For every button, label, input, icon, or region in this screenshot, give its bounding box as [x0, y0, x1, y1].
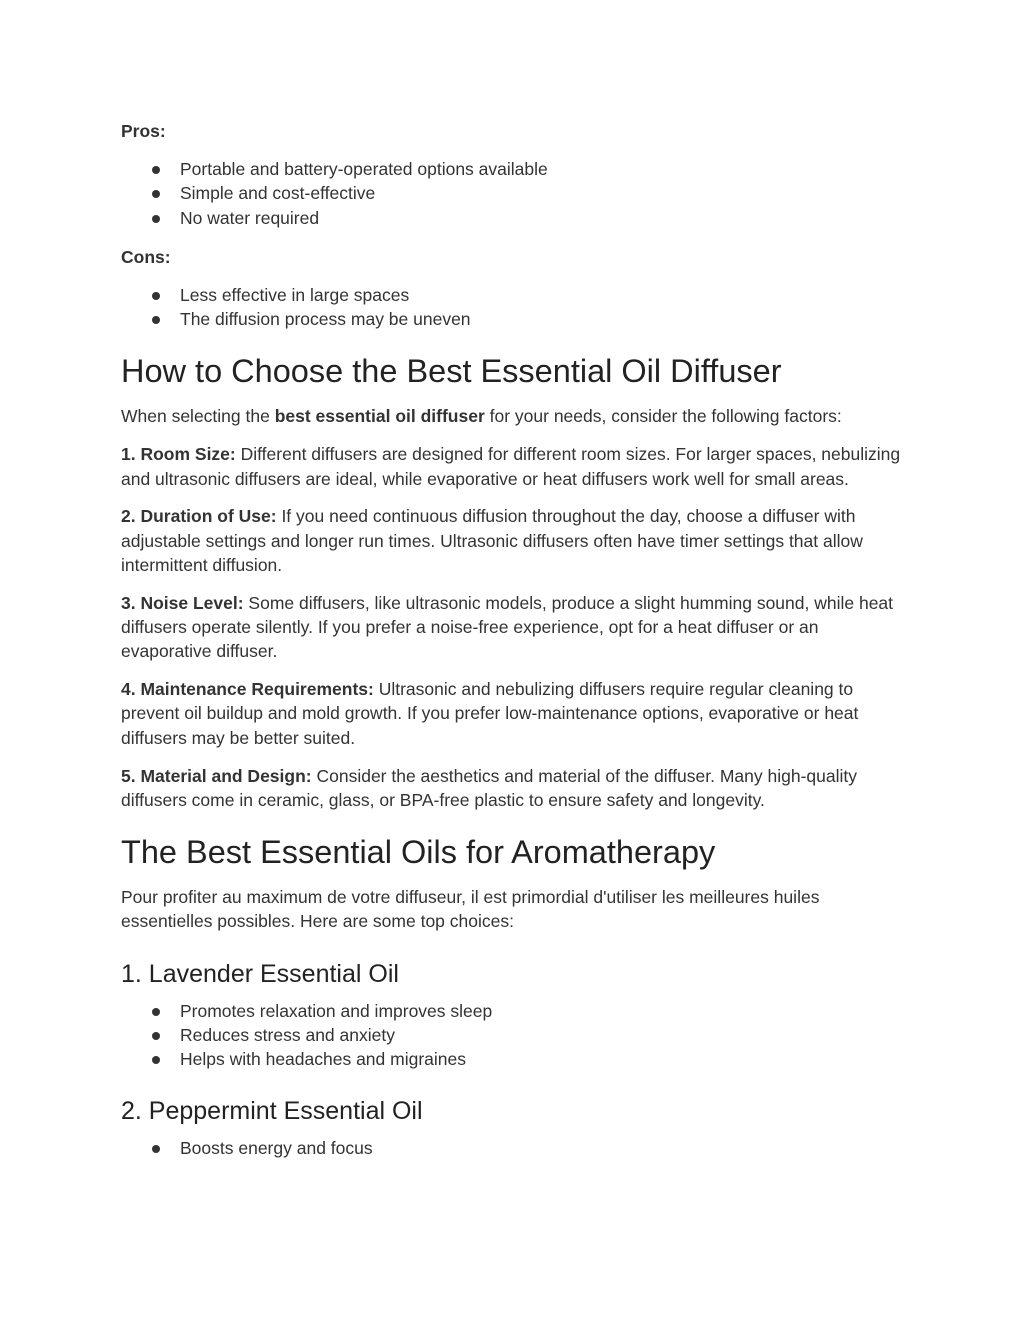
document-content — [121, 119, 911, 1160]
bullet-icon — [152, 166, 160, 174]
list-item: Promotes relaxation and improves sleep — [121, 999, 911, 1023]
list-item: Less effective in large spaces — [121, 283, 911, 307]
list-item: Simple and cost-effective — [121, 181, 911, 205]
lavender-list — [121, 999, 911, 1072]
bullet-icon — [152, 1145, 160, 1153]
factor-room-size: 1. Room Size: Different diffusers are designed for different room sizes. For larger spaces, nebulizing and ultrasonic diffusers are ideal, while evaporative or heat diffusers work well for small areas. — [121, 444, 901, 489]
choose-intro: When selecting the best essential oil diffuser for your needs, consider the following factors: — [121, 406, 842, 427]
factor-noise: 3. Noise Level: Some diffusers, like ultrasonic models, produce a slight humming sound, while heat diffusers operate silently. If you prefer a noise-free experience, opt for a heat diffuser or an evaporative diffuser. — [121, 592, 894, 662]
list-item: Helps with headaches and migraines — [121, 1047, 911, 1071]
list-item: Reduces stress and anxiety — [121, 1023, 911, 1047]
bullet-icon — [152, 1056, 160, 1064]
list-item: Portable and battery-operated options available — [121, 157, 911, 181]
factor-material: 5. Material and Design: Consider the aesthetics and material of the diffuser. Many high-quality diffusers come in ceramic, glass, or BPA-free plastic to ensure safety and longevity. — [121, 765, 858, 810]
pros-label: Pros: — [121, 121, 166, 141]
section-heading-choose: How to Choose the Best Essential Oil Diffuser — [121, 353, 782, 390]
bullet-icon — [152, 316, 160, 324]
bullet-icon — [152, 292, 160, 300]
factor-maintenance: 4. Maintenance Requirements: Ultrasonic and nebulizing diffusers require regular cleaning to prevent oil buildup and mold growth. If you prefer low-maintenance options, evaporative or heat diffusers may be better suited. — [121, 679, 859, 748]
list-item: Boosts energy and focus — [121, 1136, 911, 1160]
peppermint-list — [121, 1136, 911, 1160]
factor-duration: 2. Duration of Use: If you need continuous diffusion throughout the day, choose a diffuser with adjustable settings and longer run times. Ultrasonic diffusers often have timer settings that allow intermittent diffusion. — [121, 506, 863, 575]
list-item: No water required — [121, 206, 911, 230]
bullet-icon — [152, 190, 160, 198]
list-item: The diffusion process may be uneven — [121, 307, 911, 331]
bullet-icon — [152, 1008, 160, 1016]
subheading-peppermint: 2. Peppermint Essential Oil — [121, 1096, 423, 1125]
section-heading-oils: The Best Essential Oils for Aromatherapy — [121, 834, 716, 871]
pros-list — [121, 157, 911, 230]
subheading-lavender: 1. Lavender Essential Oil — [121, 959, 399, 988]
oils-intro: Pour profiter au maximum de votre diffuseur, il est primordial d'utiliser les meilleures huiles essentielles possibles. Here are some top choices: — [121, 887, 820, 932]
bullet-icon — [152, 1032, 160, 1040]
bullet-icon — [152, 215, 160, 223]
cons-list — [121, 283, 911, 332]
cons-label: Cons: — [121, 246, 171, 267]
